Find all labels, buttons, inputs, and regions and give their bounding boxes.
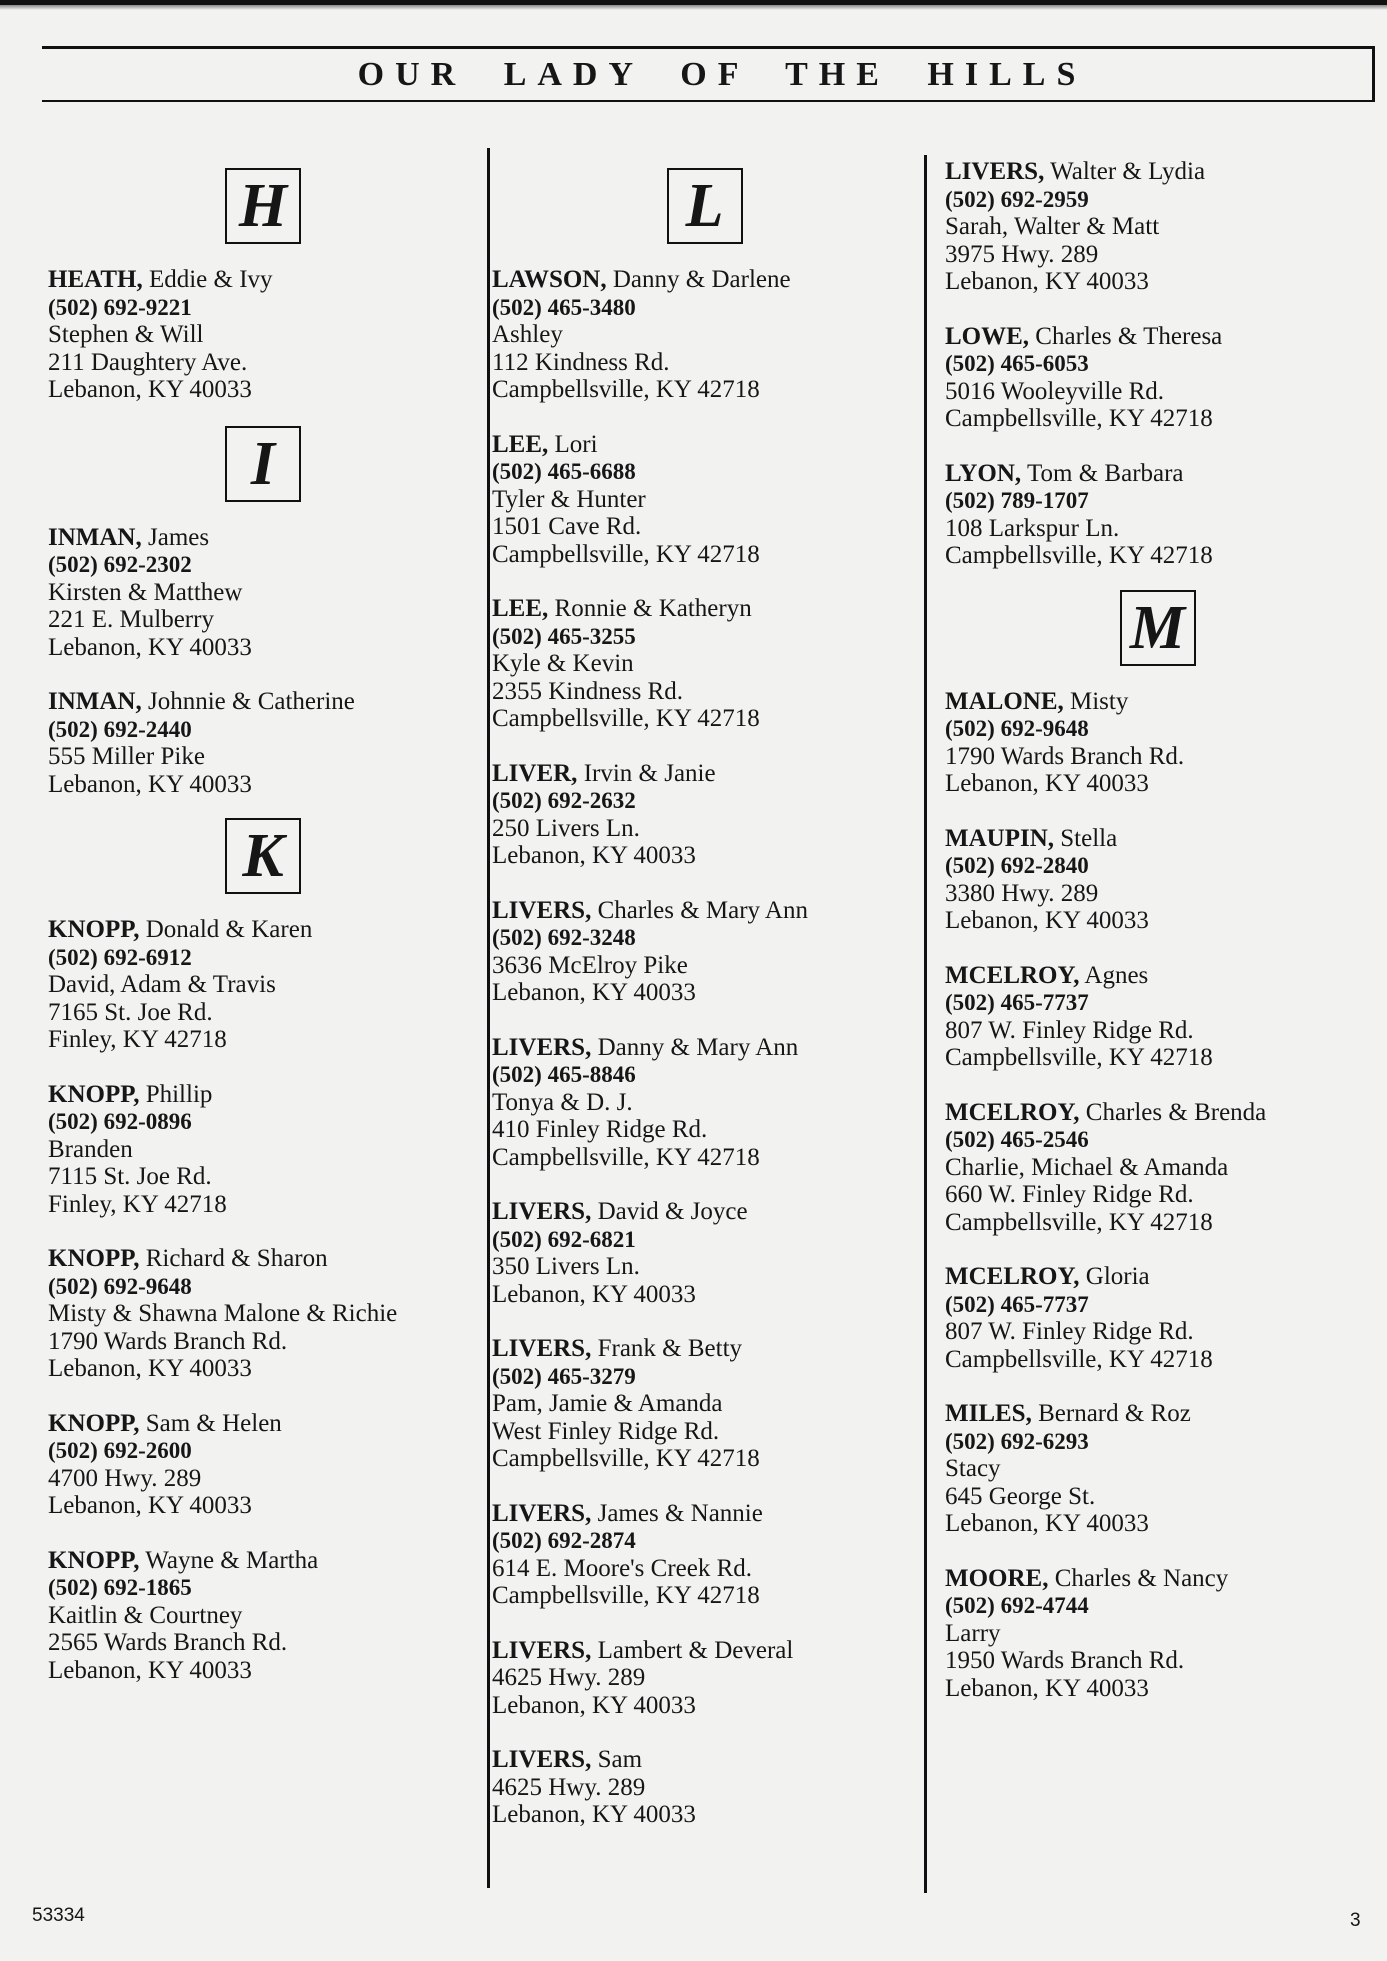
entry-name: [945, 460, 1370, 488]
section-letter-m-wrap: [945, 590, 1370, 666]
entry-surname: LIVERS,: [492, 1198, 592, 1225]
entry-given-names: Danny & Darlene: [612, 266, 791, 293]
entry-phone: (502) 692-4744: [945, 1593, 1089, 1618]
entry-detail-line: Campbellsville, KY 42718: [945, 405, 1213, 432]
entry-detail-line: Lebanon, KY 40033: [492, 1801, 696, 1828]
directory-column-2: [492, 168, 917, 1829]
entry-surname: MALONE,: [945, 687, 1064, 715]
entry-given-names: James: [148, 523, 210, 551]
entry-phone: (502) 692-9648: [945, 716, 1089, 741]
directory-entry: [945, 460, 1370, 570]
entry-name: [48, 266, 478, 294]
entry-name: [945, 825, 1370, 853]
entry-detail-line: 7115 St. Joe Rd.: [48, 1163, 212, 1190]
entry-given-names: Irvin & Janie: [583, 759, 716, 787]
directory-entry: [492, 431, 917, 569]
top-edge-rule: [0, 0, 1387, 10]
directory-entry: [492, 1034, 917, 1172]
entry-name: [945, 323, 1370, 351]
entry-detail-line: 108 Larkspur Ln.: [945, 514, 1120, 542]
entry-given-names: Agnes: [1084, 961, 1149, 989]
entry-detail-line: Ashley: [492, 321, 563, 348]
directory-entry: [48, 1245, 478, 1383]
entry-detail-line: 350 Livers Ln.: [492, 1253, 640, 1280]
directory-entry: [492, 1746, 917, 1829]
entry-detail-line: 2355 Kindness Rd.: [492, 677, 683, 705]
entry-surname: MAUPIN,: [945, 824, 1055, 852]
entry-given-names: Frank & Betty: [597, 1335, 743, 1362]
directory-entry: [48, 1081, 478, 1219]
page-title: OUR LADY OF THE HILLS: [357, 56, 1087, 93]
entry-detail-line: Kyle & Kevin: [492, 650, 634, 677]
entry-given-names: Eddie & Ivy: [148, 266, 273, 293]
column-divider-left: [487, 148, 490, 1888]
entry-name: [945, 1400, 1370, 1428]
entry-detail-line: Finley, KY 42718: [48, 1026, 227, 1053]
entry-phone: (502) 692-6821: [492, 1226, 636, 1252]
entry-phone: (502) 692-2632: [492, 788, 636, 813]
entry-surname: HEATH,: [48, 266, 143, 293]
entry-detail-line: 614 E. Moore's Creek Rd.: [492, 1554, 753, 1582]
directory-entry: [945, 1565, 1370, 1703]
entry-surname: MOORE,: [945, 1564, 1049, 1592]
entry-name: [48, 1410, 478, 1438]
entry-name: [48, 1547, 478, 1575]
entry-phone: (502) 465-8846: [492, 1062, 636, 1087]
page-banner: [42, 46, 1375, 102]
entry-phone: (502) 465-6053: [945, 351, 1089, 376]
section-letter-h: H: [225, 168, 301, 244]
entry-phone: (502) 692-9648: [48, 1273, 192, 1299]
directory-entry: [48, 1410, 478, 1520]
entry-phone: (502) 465-7737: [945, 1291, 1089, 1317]
entry-name: [945, 962, 1370, 990]
entry-name: [492, 1198, 917, 1226]
entry-detail-line: Pam, Jamie & Amanda: [492, 1390, 723, 1417]
entry-detail-line: 3636 McElroy Pike: [492, 951, 688, 979]
entry-surname: LIVER,: [492, 759, 578, 787]
entry-surname: LYON,: [945, 459, 1022, 487]
entry-surname: LIVERS,: [945, 158, 1045, 185]
entry-detail-line: Larry: [945, 1619, 1001, 1647]
entry-detail-line: Stephen & Will: [48, 321, 204, 348]
page-number: 3: [1350, 1910, 1361, 1931]
directory-entry: [492, 1637, 917, 1720]
directory-entry: [945, 1099, 1370, 1237]
entry-surname: KNOPP,: [48, 1409, 140, 1437]
entry-detail-line: Tyler & Hunter: [492, 485, 646, 513]
entry-detail-line: Campbellsville, KY 42718: [492, 1143, 760, 1171]
entry-name: [48, 688, 478, 716]
entry-phone: (502) 465-6688: [492, 459, 636, 484]
entry-detail-line: West Finley Ridge Rd.: [492, 1417, 720, 1445]
entry-detail-line: 3380 Hwy. 289: [945, 879, 1099, 907]
directory-entry: [48, 688, 478, 798]
entry-surname: LIVERS,: [492, 1499, 592, 1527]
entry-name: [48, 524, 478, 552]
entry-detail-line: Campbellsville, KY 42718: [492, 705, 760, 732]
entry-detail-line: 410 Finley Ridge Rd.: [492, 1116, 708, 1143]
directory-entry: [492, 897, 917, 1007]
entry-detail-line: 1950 Wards Branch Rd.: [945, 1647, 1185, 1674]
entry-given-names: Misty: [1070, 687, 1129, 715]
directory-entry: [492, 1500, 917, 1610]
entry-phone: (502) 692-2840: [945, 853, 1089, 878]
entry-name: [492, 266, 917, 294]
directory-entry: [48, 524, 478, 662]
directory-entry: [492, 760, 917, 870]
entry-surname: LIVERS,: [492, 1335, 592, 1362]
entry-detail-line: Lebanon, KY 40033: [48, 770, 252, 798]
entry-detail-line: 660 W. Finley Ridge Rd.: [945, 1181, 1194, 1208]
entry-detail-line: Campbellsville, KY 42718: [492, 1582, 760, 1609]
entry-detail-line: Lebanon, KY 40033: [945, 268, 1149, 295]
directory-entry: [492, 1335, 917, 1473]
entry-surname: KNOPP,: [48, 916, 140, 943]
entry-given-names: Johnnie & Catherine: [148, 688, 355, 715]
entry-name: [945, 1099, 1370, 1127]
column-divider-right: [924, 155, 927, 1893]
directory-entry: [48, 266, 478, 404]
entry-given-names: Lambert & Deveral: [597, 1636, 794, 1664]
entry-surname: LIVERS,: [492, 896, 592, 924]
entry-name: [492, 1637, 917, 1665]
entry-surname: INMAN,: [48, 688, 142, 715]
directory-column-3: [945, 158, 1370, 1702]
entry-given-names: Stella: [1060, 824, 1118, 852]
section-letter-h-wrap: [48, 168, 478, 244]
entry-detail-line: 4700 Hwy. 289: [48, 1464, 202, 1492]
entry-phone: (502) 465-7737: [945, 990, 1089, 1015]
entry-detail-line: 112 Kindness Rd.: [492, 348, 670, 376]
entry-detail-line: Lebanon, KY 40033: [48, 1355, 252, 1382]
entry-name: [48, 916, 478, 944]
entry-name: [945, 1263, 1370, 1291]
entry-surname: MCELROY,: [945, 961, 1080, 989]
entry-phone: (502) 692-2874: [492, 1528, 636, 1553]
entry-detail-line: David, Adam & Travis: [48, 971, 276, 998]
entry-detail-line: 1790 Wards Branch Rd.: [945, 742, 1185, 770]
section-letter-i-wrap: [48, 426, 478, 502]
entry-phone: (502) 692-2959: [945, 186, 1089, 212]
entry-surname: LEE,: [492, 430, 549, 458]
directory-entry: [945, 1263, 1370, 1373]
entry-detail-line: Lebanon, KY 40033: [48, 376, 252, 403]
entry-detail-line: Lebanon, KY 40033: [48, 1656, 252, 1684]
entry-given-names: Richard & Sharon: [145, 1245, 328, 1272]
entry-detail-line: Campbellsville, KY 42718: [492, 540, 760, 568]
entry-surname: KNOPP,: [48, 1245, 140, 1272]
directory-entry: [945, 323, 1370, 433]
entry-detail-line: Charlie, Michael & Amanda: [945, 1153, 1229, 1181]
entry-phone: (502) 465-3279: [492, 1363, 636, 1389]
entry-detail-line: Kaitlin & Courtney: [48, 1601, 243, 1629]
directory-entry: [492, 266, 917, 404]
entry-name: [492, 760, 917, 788]
entry-detail-line: 1790 Wards Branch Rd.: [48, 1327, 288, 1355]
entry-name: [945, 1565, 1370, 1593]
entry-name: [492, 431, 917, 459]
entry-detail-line: Lebanon, KY 40033: [492, 842, 696, 869]
entry-phone: (502) 692-2440: [48, 716, 192, 742]
entry-detail-line: 211 Daughtery Ave.: [48, 348, 248, 376]
directory-entry: [945, 962, 1370, 1072]
entry-detail-line: Campbellsville, KY 42718: [945, 1044, 1213, 1071]
entry-given-names: James & Nannie: [597, 1499, 763, 1527]
entry-given-names: Lori: [554, 430, 598, 458]
entry-name: [492, 1034, 917, 1062]
directory-entry: [492, 595, 917, 733]
entry-detail-line: 807 W. Finley Ridge Rd.: [945, 1016, 1194, 1044]
entry-given-names: Phillip: [145, 1080, 213, 1108]
entry-surname: LAWSON,: [492, 266, 607, 293]
entry-detail-line: Tonya & D. J.: [492, 1088, 633, 1116]
entry-detail-line: Branden: [48, 1135, 133, 1163]
section-letter-l-wrap: [492, 168, 917, 244]
entry-detail-line: Lebanon, KY 40033: [945, 907, 1149, 934]
entry-detail-line: 645 George St.: [945, 1482, 1096, 1510]
entry-detail-line: Finley, KY 42718: [48, 1190, 227, 1218]
entry-detail-line: Campbellsville, KY 42718: [492, 1445, 760, 1472]
section-letter-i: I: [225, 426, 301, 502]
entry-name: [48, 1081, 478, 1109]
entry-detail-line: 4625 Hwy. 289: [492, 1773, 646, 1801]
entry-detail-line: 221 E. Mulberry: [48, 606, 214, 633]
entry-detail-line: 5016 Wooleyville Rd.: [945, 377, 1165, 405]
directory-entry: [48, 1547, 478, 1685]
footer-code: 53334: [32, 1905, 85, 1926]
entry-given-names: Donald & Karen: [145, 916, 313, 943]
entry-detail-line: Campbellsville, KY 42718: [945, 1345, 1213, 1373]
entry-phone: (502) 465-2546: [945, 1127, 1089, 1152]
directory-entry: [945, 825, 1370, 935]
entry-detail-line: Campbellsville, KY 42718: [945, 1208, 1213, 1236]
entry-given-names: Charles & Theresa: [1035, 322, 1223, 350]
entry-surname: LIVERS,: [492, 1746, 592, 1773]
entry-name: [48, 1245, 478, 1273]
entry-detail-line: Campbellsville, KY 42718: [492, 376, 760, 403]
entry-detail-line: Lebanon, KY 40033: [48, 1492, 252, 1519]
entry-surname: MCELROY,: [945, 1263, 1080, 1290]
entry-detail-line: Stacy: [945, 1455, 1001, 1482]
entry-given-names: Wayne & Martha: [145, 1546, 319, 1574]
entry-given-names: Danny & Mary Ann: [597, 1033, 799, 1061]
entry-phone: (502) 465-3255: [492, 623, 636, 649]
entry-surname: LIVERS,: [492, 1636, 592, 1664]
entry-detail-line: Lebanon, KY 40033: [945, 1510, 1149, 1537]
entry-given-names: Sam & Helen: [145, 1409, 282, 1437]
entry-phone: (502) 692-2600: [48, 1438, 192, 1463]
entry-phone: (502) 692-3248: [492, 925, 636, 950]
entry-surname: KNOPP,: [48, 1546, 140, 1574]
entry-phone: (502) 465-3480: [492, 294, 636, 320]
entry-given-names: David & Joyce: [597, 1198, 748, 1225]
entry-name: [945, 688, 1370, 716]
entry-detail-line: 4625 Hwy. 289: [492, 1664, 646, 1691]
entry-given-names: Bernard & Roz: [1038, 1400, 1191, 1427]
entry-phone: (502) 692-0896: [48, 1109, 192, 1134]
entry-surname: INMAN,: [48, 523, 142, 551]
directory-column-1: [48, 168, 478, 1684]
entry-surname: KNOPP,: [48, 1080, 140, 1108]
directory-entry: [945, 688, 1370, 798]
directory-entry: [945, 158, 1370, 296]
entry-given-names: Charles & Brenda: [1085, 1098, 1267, 1126]
directory-entry: [492, 1198, 917, 1308]
entry-name: [945, 158, 1370, 186]
entry-detail-line: 1501 Cave Rd.: [492, 513, 642, 540]
entry-name: [492, 1746, 917, 1774]
entry-detail-line: Lebanon, KY 40033: [945, 770, 1149, 797]
entry-detail-line: Misty & Shawna Malone & Richie: [48, 1300, 398, 1327]
entry-detail-line: Sarah, Walter & Matt: [945, 213, 1160, 240]
entry-name: [492, 595, 917, 623]
entry-detail-line: Lebanon, KY 40033: [48, 633, 252, 661]
entry-detail-line: 3975 Hwy. 289: [945, 240, 1099, 268]
entry-phone: (502) 789-1707: [945, 488, 1089, 513]
entry-given-names: Gloria: [1085, 1263, 1150, 1290]
entry-name: [492, 1500, 917, 1528]
entry-detail-line: 7165 St. Joe Rd.: [48, 998, 213, 1026]
entry-detail-line: Lebanon, KY 40033: [945, 1674, 1149, 1702]
entry-detail-line: Lebanon, KY 40033: [492, 979, 696, 1006]
entry-given-names: Charles & Mary Ann: [597, 896, 808, 924]
section-letter-l: L: [667, 168, 743, 244]
entry-surname: MILES,: [945, 1400, 1032, 1427]
entry-phone: (502) 692-9221: [48, 294, 192, 320]
entry-phone: (502) 692-1865: [48, 1575, 192, 1600]
entry-detail-line: Kirsten & Matthew: [48, 578, 243, 606]
section-letter-k-wrap: [48, 818, 478, 894]
entry-phone: (502) 692-2302: [48, 552, 192, 577]
entry-given-names: Sam: [597, 1746, 643, 1773]
directory-entry: [945, 1400, 1370, 1538]
entry-phone: (502) 692-6293: [945, 1428, 1089, 1454]
entry-detail-line: 250 Livers Ln.: [492, 814, 640, 842]
entry-surname: LIVERS,: [492, 1033, 592, 1061]
entry-surname: LEE,: [492, 595, 549, 622]
entry-surname: MCELROY,: [945, 1098, 1080, 1126]
entry-given-names: Charles & Nancy: [1054, 1564, 1229, 1592]
entry-surname: LOWE,: [945, 322, 1030, 350]
entry-detail-line: Lebanon, KY 40033: [492, 1691, 696, 1719]
entry-detail-line: Lebanon, KY 40033: [492, 1280, 696, 1308]
entry-detail-line: Campbellsville, KY 42718: [945, 542, 1213, 569]
entry-given-names: Walter & Lydia: [1050, 158, 1206, 185]
entry-given-names: Tom & Barbara: [1027, 459, 1184, 487]
section-letter-k: K: [225, 818, 301, 894]
entry-detail-line: 807 W. Finley Ridge Rd.: [945, 1318, 1194, 1345]
entry-phone: (502) 692-6912: [48, 944, 192, 970]
section-letter-m: M: [1120, 590, 1196, 666]
entry-detail-line: 2565 Wards Branch Rd.: [48, 1629, 288, 1656]
entry-name: [492, 1335, 917, 1363]
entry-detail-line: 555 Miller Pike: [48, 743, 205, 770]
entry-given-names: Ronnie & Katheryn: [554, 595, 752, 622]
entry-name: [492, 897, 917, 925]
directory-entry: [48, 916, 478, 1054]
